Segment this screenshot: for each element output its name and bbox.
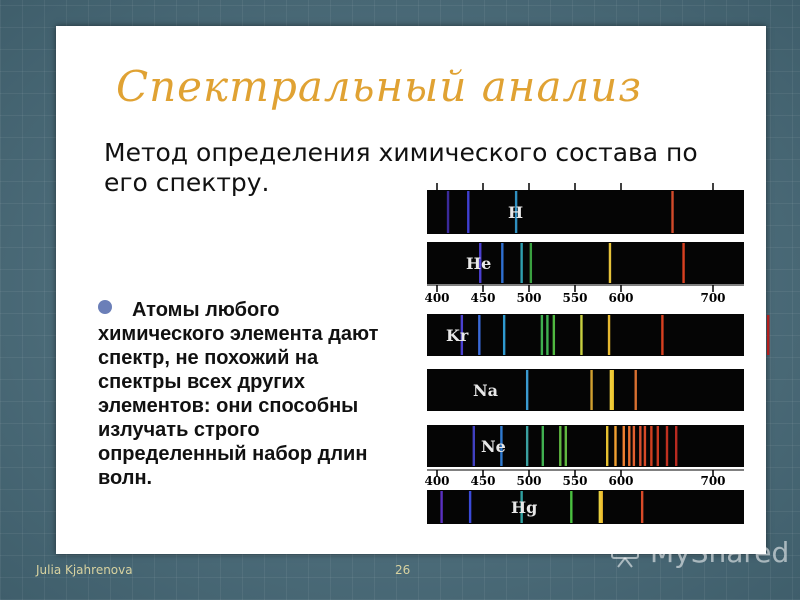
spectral-line — [570, 491, 572, 523]
spectral-line — [666, 426, 668, 466]
spectral-line — [541, 315, 543, 355]
watermark-text: MyShared — [650, 536, 790, 569]
spectral-line — [612, 370, 614, 410]
element-label: H — [508, 203, 524, 222]
spectral-line — [520, 243, 522, 283]
scale-tick-label: 500 — [516, 474, 542, 488]
footer-page-number: 26 — [395, 563, 411, 577]
scale-tick-label: 600 — [608, 474, 634, 488]
slide-subtitle: Метод определения химического состава по его спектру. — [104, 138, 698, 197]
spectral-line — [641, 491, 643, 523]
spectral-line — [657, 426, 659, 466]
spectral-line — [546, 315, 548, 355]
spectral-line — [623, 426, 625, 466]
element-label: Hg — [511, 498, 538, 517]
scale-tick-label: 450 — [470, 291, 496, 305]
scale-tick-label: 400 — [424, 474, 450, 488]
element-label: He — [466, 254, 492, 273]
scale-tick-label: 400 — [424, 291, 450, 305]
footer-author: Julia Kjahrenova — [36, 563, 133, 577]
element-label: Ne — [481, 437, 506, 456]
scale-tick-label: 700 — [700, 474, 726, 488]
spectral-line — [661, 315, 663, 355]
spectral-line — [609, 243, 611, 283]
spectral-line — [469, 491, 471, 523]
spectral-line — [473, 426, 475, 466]
spectral-line — [553, 315, 555, 355]
spectral-line — [559, 426, 561, 466]
spectral-line — [675, 426, 677, 466]
spectral-line — [501, 243, 503, 283]
scale-tick-label: 450 — [470, 474, 496, 488]
spectral-line — [580, 315, 582, 355]
spectral-line — [503, 315, 505, 355]
bullet-text: Атомы любого химического элемента дают спектр, не похожий на спектры всех других элементов: они способны излучать строго определенный набор длин волн. — [98, 299, 379, 489]
element-label: Kr — [446, 326, 469, 345]
spectrum-strip-kr — [427, 314, 744, 356]
spectral-line — [440, 491, 442, 523]
spectral-line — [600, 491, 602, 523]
spectral-line — [628, 426, 630, 466]
scale-tick-label: 600 — [608, 291, 634, 305]
spectral-line — [447, 191, 449, 233]
spectral-line — [608, 315, 610, 355]
spectral-line — [565, 426, 567, 466]
spectral-line — [614, 426, 616, 466]
spectral-line — [467, 191, 469, 233]
scale-tick-label: 500 — [516, 291, 542, 305]
spectral-line — [682, 243, 684, 283]
slide-title: Спектральный анализ — [116, 62, 643, 111]
watermark — [608, 534, 788, 574]
scale-tick-label: 700 — [700, 291, 726, 305]
spectral-line — [526, 370, 528, 410]
spectral-line — [650, 426, 652, 466]
spectral-line — [530, 243, 532, 283]
spectral-line — [478, 315, 480, 355]
spectral-line — [633, 426, 635, 466]
spectral-line — [767, 315, 769, 355]
spectral-line — [635, 370, 637, 410]
element-label: Na — [473, 381, 498, 400]
spectral-line — [526, 426, 528, 466]
spectrum-strip-hg — [427, 490, 744, 524]
spectral-line — [606, 426, 608, 466]
spectral-line — [590, 370, 592, 410]
spectral-line — [542, 426, 544, 466]
spectral-line — [644, 426, 646, 466]
presentation-board-icon — [608, 534, 644, 570]
spectral-line — [671, 191, 673, 233]
scale-tick-label: 550 — [562, 291, 588, 305]
spectrum-strip-h — [427, 190, 744, 234]
spectral-line — [639, 426, 641, 466]
scale-tick-label: 550 — [562, 474, 588, 488]
